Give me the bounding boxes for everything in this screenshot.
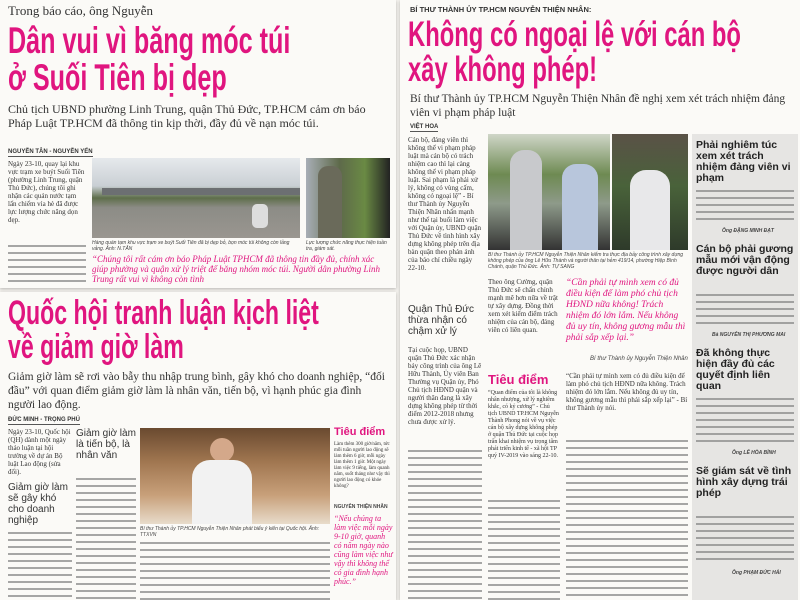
photo-officers (306, 158, 390, 238)
body-text-lines (8, 245, 86, 285)
person (562, 164, 598, 250)
headline (8, 296, 319, 364)
body-text-lines (566, 440, 688, 600)
article-construction (400, 0, 800, 600)
body-column-1: Tại cuộc họp, UBND quận Thủ Đức xác nhận bảy công trình của ông Lê Hữu Thành, Ủy viên Ban Thường vụ Quận ủy, Phó Chủ tịch HĐND quận và người thân đang là xây dựng không phép từ thời điểm 2012-2018 nhưng chưa được xử lý. (408, 346, 482, 426)
officer (318, 166, 342, 238)
body-text-lines (76, 478, 136, 600)
subhead-1: Giảm giờ làm sẽ gây khó cho doanh nghiệp (8, 482, 68, 526)
quote-attribution: Bí thư Thành ủy Nguyễn Thiện Nhân (590, 356, 688, 362)
sidebar-author: Ông LÊ HÒA BÌNH (732, 450, 776, 456)
sapo: Giảm giờ làm sẽ rơi vào bẫy thu nhập trung bình, gây khó cho doanh nghiệp, “đối đầu” với quan điểm giảm giờ làm là nhân văn, tiến bộ, vì hạnh phúc gia đình người lao động. (8, 371, 385, 411)
pull-quote: “Chúng tôi rất cám ơn báo Pháp Luật TPHCM đã thông tin đầy đủ, chính xác giúp phường và quận xử lý triệt để băng nhóm móc túi. Người dân phường Linh Trung rất vui vì không còn tình (92, 254, 381, 284)
sidebar-text (696, 398, 794, 447)
article-worktime (0, 292, 396, 600)
speaker (210, 438, 234, 462)
subhead-2: Giảm giờ làm là tiến bộ, là nhân văn (76, 428, 136, 461)
headline-line-2: ở Suối Tiên bị dẹp (8, 57, 227, 98)
article-kicker: BÍ THƯ THÀNH ỦY TP.HCM NGUYỄN THIỆN NHÂN: (410, 5, 592, 14)
photo-road (92, 158, 300, 238)
headline-line-1: Dân vui vì băng móc túi (8, 20, 291, 61)
tieu-diem-text: Làm thêm 300 giờ/năm, tức mỗi tuần người lao động sẽ làm thêm 6 giờ, mỗi ngày làm thêm 1 giờ. Một ngày làm việc 9 tiếng, làm quanh năm, suốt tháng như vậy thì người lao động có khỏe không? (334, 442, 390, 489)
top-fragment: Trong báo cáo, ông Nguyễn (8, 3, 154, 18)
headline (408, 17, 741, 87)
pull-quote: “Cần phải tự mình xem có đủ điều kiện để làm phó chủ tịch HĐND nữa không! Trách nhiệm đó lớn lắm. Nếu không đủ uy tín, không gương mẫu thì phải sắp xếp lại.” (566, 278, 686, 343)
lead-paragraph: Cán bộ, đảng viên thì không thể vi phạm pháp luật mà cán bộ có trách nhiệm cao thì lại càng không thể vi phạm pháp luật. Sai phạm là phải xử lý, không có vùng cấm, không có ngoại lệ” - Bí thư Thành ủy Nguyễn Thiện Nhân nhấn mạnh như thế tại buổi làm việc với Quận ủy, UBND quận Thủ Đức về tình hình xây dựng không phép trên địa bàn quận theo phản ánh của báo chí chiều ngày 22-10. (408, 136, 482, 272)
sidebar-heading: Phải nghiêm túc xem xét trách nhiệm đảng viên vi phạm (696, 139, 791, 184)
body-text-lines (140, 542, 330, 600)
person (510, 150, 542, 250)
sapo: Bí thư Thành ủy TP.HCM Nguyễn Thiện Nhân đề nghị xem xét trách nhiệm đảng viên vi phạm pháp luật (410, 93, 786, 119)
overpass (102, 188, 300, 195)
headline-line-2: về giảm giờ làm (8, 328, 184, 366)
byline: VIỆT HOA (410, 124, 439, 130)
sidebar-author: Bà NGUYỄN THỊ PHƯƠNG MAI (712, 332, 786, 338)
tieu-diem-author: NGUYỄN THIỆN NHÂN (334, 504, 388, 510)
body-text-lines (488, 500, 560, 600)
photo-caption: Hàng quán tạm khu vực trạm xe buýt Suối Tiên đã bị dẹp bỏ, bọn móc túi không còn lảng vảng. Ảnh: N.TÂN (92, 240, 290, 252)
photo2-caption: Lực lượng chức năng thực hiện tuần tra, giám sát. (306, 240, 387, 252)
sidebar-text (696, 516, 794, 565)
body-text-lines (408, 450, 482, 600)
sapo: Chủ tịch UBND phường Linh Trung, quận Thủ Đức, TP.HCM cảm ơn báo Pháp Luật TP.HCM đã thông tin kịp thời, đầy đủ về nạn móc túi. (8, 102, 366, 130)
sidebar-heading: Cán bộ phải gương mẫu mới vận động được người dân (696, 243, 794, 277)
article-pickpocket (0, 0, 396, 288)
motorbike (252, 204, 268, 228)
body-column-4: “Cần phải tự mình xem có đủ điều kiện để làm phó chủ tịch HĐND nữa không. Trách nhiệm đó lớn lắm. Nếu không đủ uy tín, không gương mẫu thì phải sắp xếp lại” - Bí thư Thành ủy nói. (566, 372, 688, 412)
byline: ĐỨC MINH - TRỌNG PHÚ (8, 417, 80, 423)
byline: NGUYỄN TÂN - NGUYỄN YẾN (8, 149, 93, 155)
sidebar-text (696, 190, 794, 225)
sidebar-author: Ông PHẠM ĐỨC HẢI (732, 570, 781, 576)
headline-line-1: Quốc hội tranh luận kịch liệt (8, 294, 319, 332)
sidebar-text (696, 294, 794, 329)
tieu-diem-title: Tiêu điểm (488, 372, 549, 387)
tieu-diem-text: “Quan điểm của tôi là không nhân nhượng, xử lý nghiêm khắc, có kỷ cương” - Chủ tịch UBND TP.HCM Nguyễn Thành Phong nói về vụ việc cán bộ xây dựng không phép ở quận Thủ Đức tại cuộc họp trấn khai nhiệm vụ trọng tâm phát triển kinh tế - xã hội TP quý IV-2019 vào sáng 22-10. (488, 390, 559, 459)
headline-line-2: xây không phép! (408, 50, 598, 89)
body-column-2: Theo ông Cường, quận Thủ Đức sẽ chấn chỉnh mạnh mẽ hơn nữa về trật tự xây dựng. Đồng thời xem xét kiểm điểm trách nhiệm của cán bộ, đảng viên có liên quan. (488, 278, 558, 334)
photo-inspection (488, 134, 610, 250)
pull-quote: “Nếu chúng ta làm việc mỗi ngày 9-10 giờ, quanh có năm ngày nào cũng làm việc như vậy thì không thể có gia đình hạnh phúc.” (334, 514, 393, 586)
sidebar-box (692, 134, 798, 600)
lead-paragraph: Ngày 23-10, quay lại khu vực trạm xe buýt Suối Tiên (phường Linh Trung, quận Thủ Đức), chúng tôi ghi nhận các quán nước tạm lấn chiếm vỉa hè đã được lực lượng chức năng dọn dẹp. (8, 160, 85, 224)
lead-paragraph: Ngày 23-10, Quốc hội (QH) dành một ngày thảo luận tại hội trường về dự án Bộ luật Lao động (sửa đổi). (8, 428, 71, 476)
photo-caption: Bí thư Thành ủy TP.HCM Nguyễn Thiện Nhân phát biểu ý kiến tại Quốc hội. Ảnh: TTXVN (140, 526, 320, 538)
subhead: Quận Thủ Đức thừa nhận có chậm xử lý (408, 304, 474, 337)
photo-officials (612, 134, 688, 250)
headline (8, 22, 290, 96)
sidebar-author: Ông ĐẶNG MINH ĐẠT (722, 228, 774, 234)
photo-caption: Bí thư Thành ủy TP.HCM Nguyễn Thiện Nhân kiểm tra thực địa bảy công trình xây dựng không phép của ông Lê Hữu Thành và người thân tại hẻm 419/14, phường Hiệp Bình Chánh, quận Thủ Đức. Ảnh: TỰ SANG (488, 252, 684, 270)
person (630, 170, 670, 250)
body-text-lines (8, 532, 72, 600)
photo-assembly (140, 428, 330, 524)
speaker-shirt (192, 460, 252, 524)
sidebar-heading: Sẽ giám sát về tình hình xây dựng trái phép (696, 465, 792, 499)
tieu-diem-title: Tiêu điểm (334, 426, 386, 438)
sidebar-heading: Đã không thực hiện đầy đủ các quyết định liên quan (696, 347, 775, 392)
headline-line-1: Không có ngoại lệ với cán bộ (408, 15, 741, 54)
